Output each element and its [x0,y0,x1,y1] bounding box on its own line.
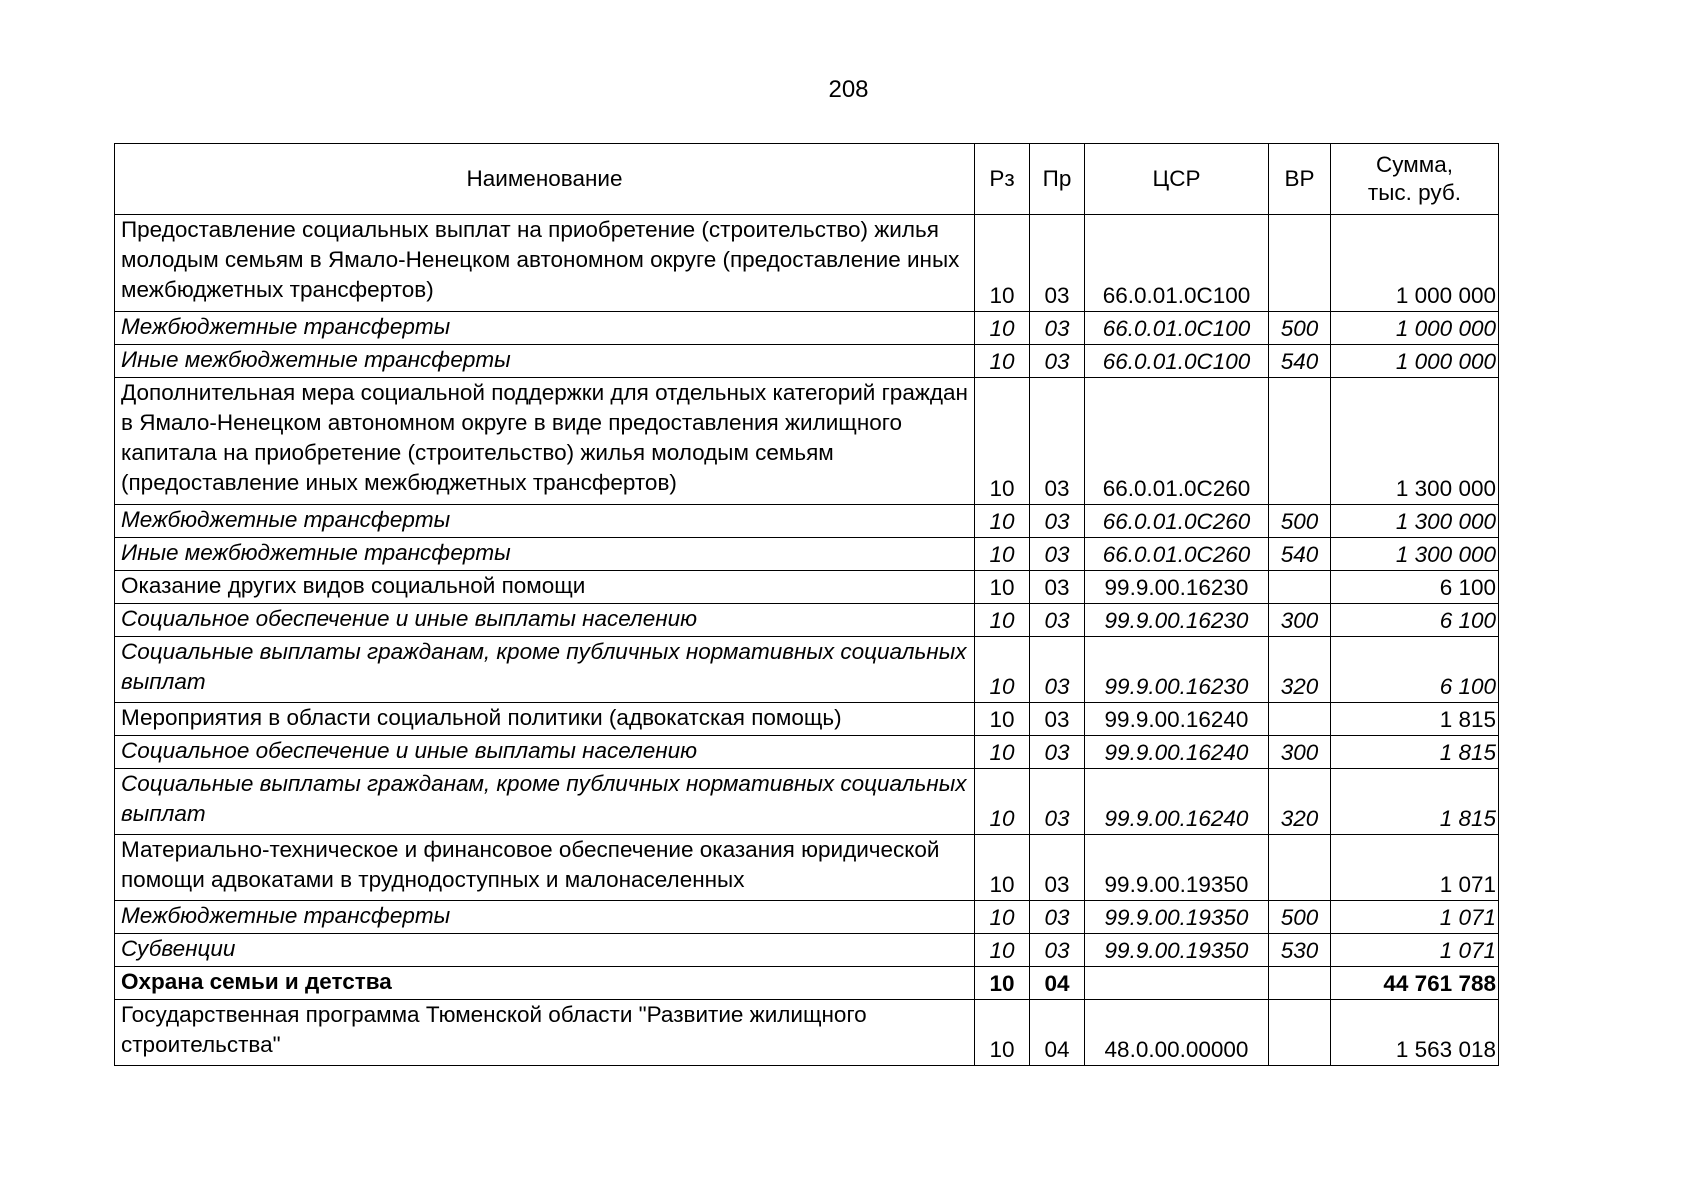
row-pr: 03 [1030,835,1085,901]
row-rz: 10 [975,769,1030,835]
row-rz: 10 [975,835,1030,901]
row-vr [1269,1000,1331,1066]
table-row [115,345,1499,378]
table-row [115,604,1499,637]
row-name: Оказание других видов социальной помощи [115,571,975,604]
row-name: Субвенции [115,934,975,967]
row-csr: 99.9.00.16240 [1085,769,1269,835]
row-rz: 10 [975,637,1030,703]
page-number: 208 [828,76,869,103]
row-sum: 1 000 000 [1331,215,1499,312]
row-name: Предоставление социальных выплат на приобретение (строительство) жилья молодым семьям в Ямало-Ненецком автономном округе (предоставление иных межбюджетных трансфертов) [115,215,975,312]
row-rz: 10 [975,934,1030,967]
row-pr: 03 [1030,345,1085,378]
header-rz: Рз [975,144,1030,215]
budget-table [114,143,1499,1066]
row-csr: 99.9.00.19350 [1085,835,1269,901]
row-pr: 03 [1030,571,1085,604]
row-csr: 99.9.00.19350 [1085,934,1269,967]
row-vr: 320 [1269,637,1331,703]
row-vr: 320 [1269,769,1331,835]
row-csr: 66.0.01.0С260 [1085,505,1269,538]
row-vr: 500 [1269,312,1331,345]
row-sum: 44 761 788 [1331,967,1499,1000]
row-csr: 66.0.01.0С260 [1085,378,1269,505]
row-name: Социальные выплаты гражданам, кроме публичных нормативных социальных выплат [115,637,975,703]
table-row [115,571,1499,604]
row-rz: 10 [975,378,1030,505]
row-csr: 99.9.00.16240 [1085,703,1269,736]
row-vr: 530 [1269,934,1331,967]
row-name: Иные межбюджетные трансферты [115,345,975,378]
table-header-row [115,144,1499,215]
row-rz: 10 [975,901,1030,934]
row-name: Дополнительная мера социальной поддержки для отдельных категорий граждан в Ямало-Ненецком автономном округе в виде предоставления жилищного капитала на приобретение (строительство) жилья молодым семьям (предоставление иных межбюджетных трансфертов) [115,378,975,505]
row-vr: 540 [1269,538,1331,571]
row-rz: 10 [975,736,1030,769]
row-name: Мероприятия в области социальной политики (адвокатская помощь) [115,703,975,736]
row-sum: 1 071 [1331,835,1499,901]
row-pr: 03 [1030,637,1085,703]
row-csr: 66.0.01.0С100 [1085,312,1269,345]
table-row [115,967,1499,1000]
row-pr: 03 [1030,538,1085,571]
row-rz: 10 [975,538,1030,571]
header-pr: Пр [1030,144,1085,215]
table-row [115,538,1499,571]
row-pr: 03 [1030,769,1085,835]
row-vr: 500 [1269,901,1331,934]
row-sum: 1 071 [1331,934,1499,967]
row-sum: 6 100 [1331,604,1499,637]
row-csr: 66.0.01.0С100 [1085,215,1269,312]
row-vr: 300 [1269,736,1331,769]
row-csr: 99.9.00.19350 [1085,901,1269,934]
row-rz: 10 [975,215,1030,312]
table-row [115,378,1499,505]
row-rz: 10 [975,571,1030,604]
row-rz: 10 [975,967,1030,1000]
row-name: Иные межбюджетные трансферты [115,538,975,571]
table-row [115,736,1499,769]
header-csr: ЦСР [1085,144,1269,215]
row-csr: 99.9.00.16230 [1085,571,1269,604]
row-sum: 1 815 [1331,769,1499,835]
row-sum: 1 563 018 [1331,1000,1499,1066]
row-sum: 6 100 [1331,637,1499,703]
row-sum: 6 100 [1331,571,1499,604]
table-row [115,505,1499,538]
row-name: Материально-техническое и финансовое обеспечение оказания юридической помощи адвокатами в труднодоступных и малонаселенных [115,835,975,901]
row-pr: 03 [1030,901,1085,934]
table-row [115,934,1499,967]
row-vr [1269,378,1331,505]
table-row [115,835,1499,901]
row-pr: 03 [1030,215,1085,312]
header-vr: ВР [1269,144,1331,215]
table-row [115,703,1499,736]
row-vr [1269,703,1331,736]
row-pr: 03 [1030,934,1085,967]
row-rz: 10 [975,345,1030,378]
row-pr: 03 [1030,736,1085,769]
row-pr: 03 [1030,604,1085,637]
row-pr: 04 [1030,1000,1085,1066]
header-sum: Сумма, тыс. руб. [1331,144,1499,215]
row-name: Социальное обеспечение и иные выплаты населению [115,604,975,637]
table-row [115,215,1499,312]
row-vr [1269,835,1331,901]
row-pr: 03 [1030,312,1085,345]
row-name: Социальные выплаты гражданам, кроме публичных нормативных социальных выплат [115,769,975,835]
row-name: Охрана семьи и детства [115,967,975,1000]
row-name: Межбюджетные трансферты [115,901,975,934]
row-sum: 1 300 000 [1331,538,1499,571]
row-vr [1269,967,1331,1000]
row-rz: 10 [975,312,1030,345]
row-name: Государственная программа Тюменской области "Развитие жилищного строительства" [115,1000,975,1066]
row-vr: 300 [1269,604,1331,637]
row-pr: 03 [1030,505,1085,538]
row-sum: 1 000 000 [1331,345,1499,378]
row-csr: 66.0.01.0С260 [1085,538,1269,571]
table-row [115,1000,1499,1066]
row-csr: 99.9.00.16230 [1085,604,1269,637]
row-pr: 04 [1030,967,1085,1000]
table-row [115,901,1499,934]
row-sum: 1 815 [1331,703,1499,736]
row-name: Межбюджетные трансферты [115,312,975,345]
table-row [115,769,1499,835]
row-rz: 10 [975,703,1030,736]
row-csr: 99.9.00.16230 [1085,637,1269,703]
row-sum: 1 300 000 [1331,378,1499,505]
row-vr [1269,571,1331,604]
row-vr: 540 [1269,345,1331,378]
row-sum: 1 000 000 [1331,312,1499,345]
row-rz: 10 [975,604,1030,637]
row-rz: 10 [975,1000,1030,1066]
row-csr [1085,967,1269,1000]
row-pr: 03 [1030,378,1085,505]
row-rz: 10 [975,505,1030,538]
row-sum: 1 071 [1331,901,1499,934]
row-csr: 66.0.01.0С100 [1085,345,1269,378]
row-name: Межбюджетные трансферты [115,505,975,538]
row-csr: 48.0.00.00000 [1085,1000,1269,1066]
row-csr: 99.9.00.16240 [1085,736,1269,769]
table-row [115,312,1499,345]
row-vr [1269,215,1331,312]
row-vr: 500 [1269,505,1331,538]
table-row [115,637,1499,703]
header-name: Наименование [115,144,975,215]
row-sum: 1 815 [1331,736,1499,769]
row-name: Социальное обеспечение и иные выплаты населению [115,736,975,769]
row-pr: 03 [1030,703,1085,736]
row-sum: 1 300 000 [1331,505,1499,538]
